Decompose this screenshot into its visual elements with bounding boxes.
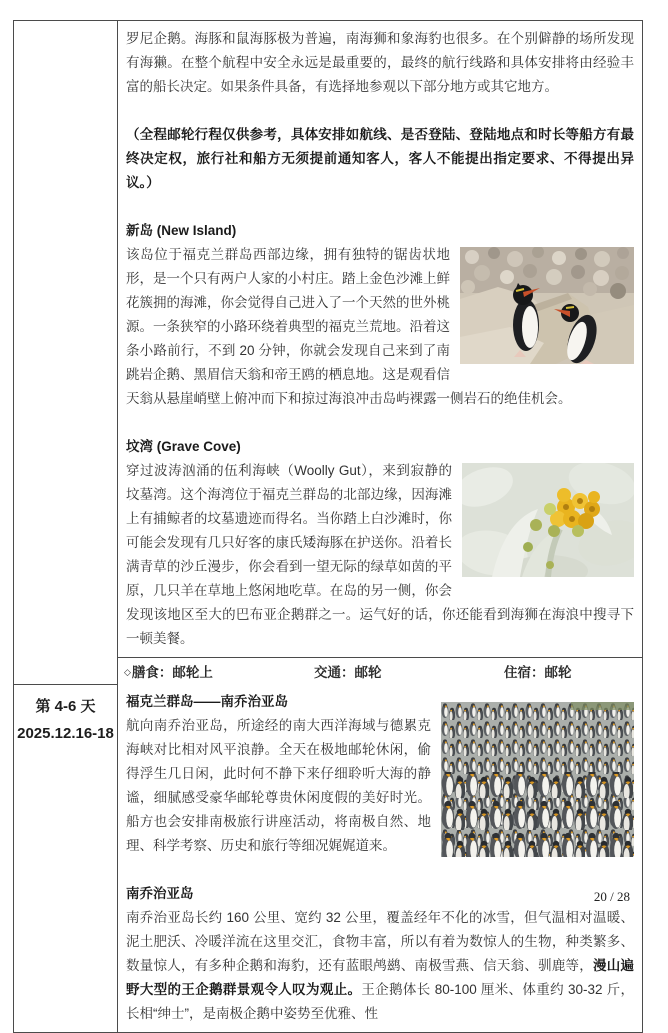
new-island-paragraph: 该岛位于福克兰群岛西部边缘，拥有独特的锯齿状地形，是一个只有两户人家的小村庄。踏上金色沙滩上鲜花簇拥的海滩，你会觉得自己进入了一个天然的世外桃源。一条狭窄的小路环绕着典型的福克兰荒地。沿着这条小路前行，不到 20 分钟，你就会发现自己来到了南跳岩企鹅、黑眉信天翁和帝王鸥的栖息地。这是观看信天翁从悬崖峭壁上俯冲而下和掠过海浪冲击岛屿裸露一侧岩石的绝佳机会。 (126, 243, 634, 411)
day-dates: 2025.12.16-18 (17, 725, 114, 742)
logistics-row (118, 657, 642, 684)
day-label-cell-empty (14, 21, 118, 684)
day-title: 福克兰群岛——南乔治亚岛 (126, 694, 288, 709)
king-penguin-colony-photo (441, 702, 634, 857)
day-content-cell (118, 684, 642, 1032)
transport-info: 交通：邮轮 (314, 665, 382, 680)
meals-info: ◇膳食：邮轮上 (124, 665, 213, 680)
intro-paragraph: 罗尼企鹅。海豚和鼠海豚极为普遍，南海狮和象海豹也很多。在个别僻静的场所发现有海獭。在整个航程中安全永远是最重要的，最终的航行线路和具体安排将由经验丰富的船长决定。如果条件具备，有选择地参观以下部分地方或其它地方。 (126, 31, 634, 94)
south-georgia-heading: 南乔治亚岛 (126, 886, 194, 901)
rockhopper-penguins-photo (460, 247, 634, 364)
new-island-heading: 新岛 (New Island) (126, 223, 237, 238)
lodging-info: 住宿：邮轮 (504, 665, 572, 680)
south-georgia-paragraph: 南乔治亚岛长约 160 公里、宽约 32 公里，覆盖经年不化的冰雪，但气温相对温暖、泥土肥沃、冷暖洋流在这里交汇，食物丰富，所以有着为数惊人的生物，种类繁多、数量惊人，有多种企鹅和海豹，还有蓝眼鸬鹚、南极雪燕、信天翁、驯鹿等，漫山遍野大型的王企鹅群景观令人叹为观止。王企鹅体长 80-100 厘米、体重约 30-32 斤，长相“绅士”，是南极企鹅中姿势至优雅、性 (126, 910, 635, 1021)
diamond-bullet-icon: ◇ (124, 667, 131, 677)
day-number: 第 4-6 天 (35, 698, 96, 715)
grave-cove-paragraph: 穿过波涛汹涌的伍利海峡（Woolly Gut），来到寂静的坟墓湾。这个海湾位于福克兰群岛的北部边缘，因海滩上有捕鲸者的坟墓遗迹而得名。当你踏上白沙滩时，你可能会发现有几只好客的康氏矮海豚在护送你。沿着长满青草的沙丘漫步，你会看到一望无际的绿草如茵的平原，几只羊在草地上悠闲地吃草。在岛的另一侧，你会发现该地区至大的巴布亚企鹅群之一。运气好的话，你还能看到海狮在海浪中搜寻下一顿美餐。 (126, 459, 634, 651)
itinerary-content-cell (118, 21, 642, 657)
page-number: 20 / 28 (593, 889, 630, 904)
highlight-bold-text: 漫山遍野大型的王企鹅群景观令人叹为观止。 (126, 958, 635, 997)
yellow-flowers-photo (462, 463, 634, 577)
itinerary-table (13, 20, 643, 1033)
day-label-cell (14, 684, 118, 1032)
grave-cove-heading: 坟湾 (Grave Cove) (126, 439, 241, 454)
day-body-paragraph: 航向南乔治亚岛，所途经的南大西洋海域与德累克海峡对比相对风平浪静。全天在极地邮轮休闲，偷得浮生几日闲，此时何不静下来仔细聆听大海的静谧，细腻感受豪华邮轮尊贵休闲度假的美好时光。船方也会安排南极旅行讲座活动，将南极自然、地理、科学考察、历史和旅行等细况娓娓道来。 (126, 718, 431, 853)
disclaimer-paragraph: （全程邮轮行程仅供参考，具体安排如航线、是否登陆、登陆地点和时长等船方有最终决定权，旅行社和船方无须提前通知客人，客人不能提出指定要求、不得提出异议。） (126, 127, 634, 190)
